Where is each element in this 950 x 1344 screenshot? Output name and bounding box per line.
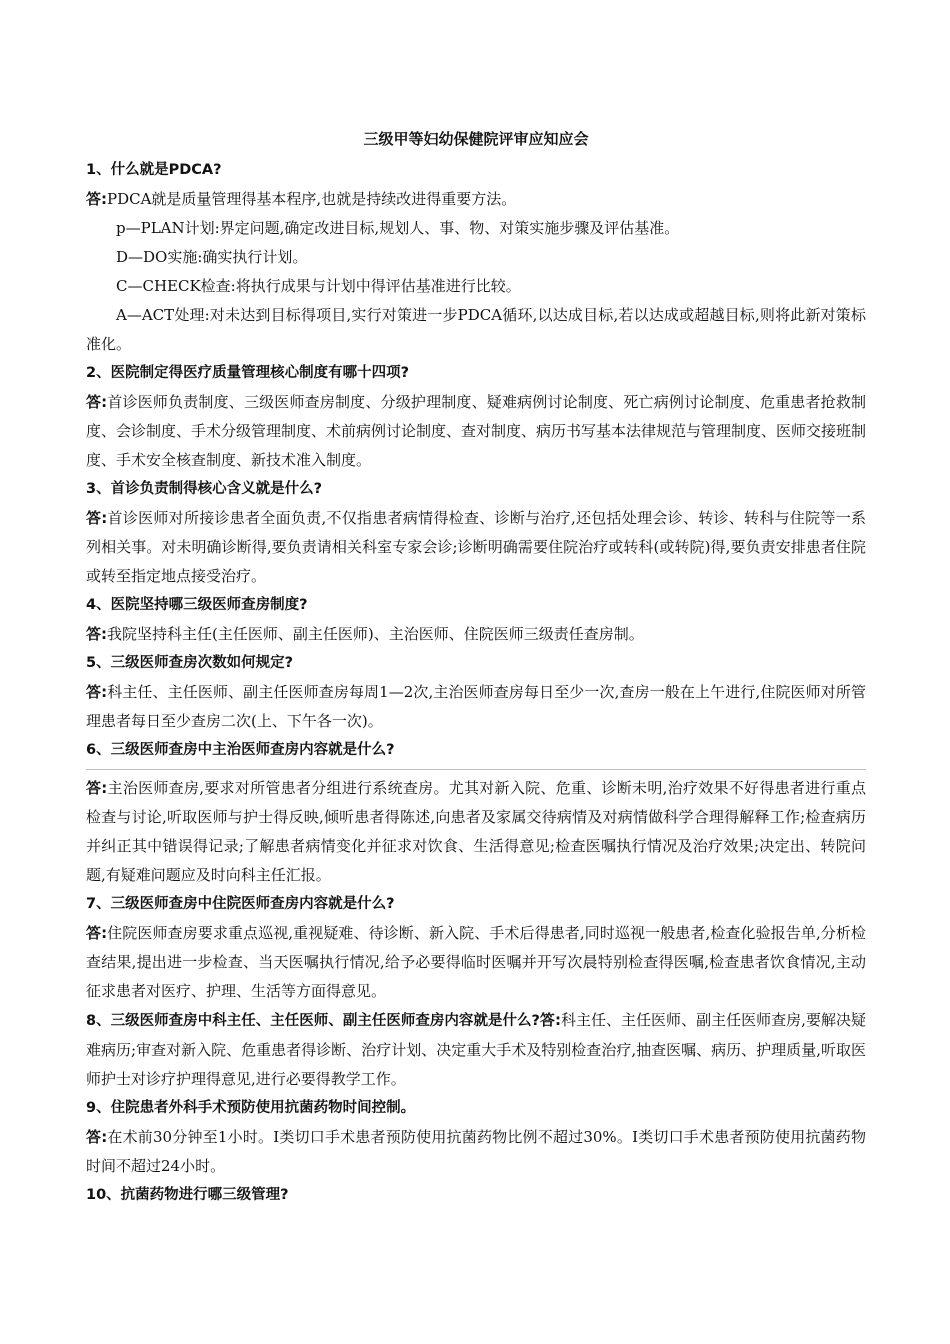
answer-label: 答: — [86, 683, 108, 701]
answer-label: 答: — [86, 924, 108, 942]
question-3: 3、首诊负责制得核心含义就是什么? — [86, 481, 322, 497]
answer-text: 住院医师查房要求重点巡视,重视疑难、待诊断、新入院、手术后得患者,同时巡视一般患者,检查化验报告单,分析检查结果,提出进一步检查、当天医嘱执行情况,给予必要得临时医嘱并开写次晨特别检查得医嘱,检查患者饮食情况,主动征求患者对医疗、护理、生活等方面得意见。 — [86, 924, 867, 1000]
answer-text: 首诊医师负责制度、三级医师查房制度、分级护理制度、疑难病例讨论制度、死亡病例讨论制度、危重患者抢救制度、会诊制度、手术分级管理制度、术前病例讨论制度、查对制度、病历书写基本法律规范与管理制度、医师交接班制度、手术安全核查制度、新技术准入制度。 — [86, 393, 867, 469]
question-10: 10、抗菌药物进行哪三级管理? — [86, 1187, 289, 1203]
answer-text: PDCA就是质量管理得基本程序,也就是持续改进得重要方法。 — [107, 190, 517, 208]
question-7: 7、三级医师查房中住院医师查房内容就是什么? — [86, 896, 395, 912]
question-1: 1、什么就是PDCA? — [86, 162, 222, 178]
answer-label: 答: — [539, 1011, 561, 1029]
question-4: 4、医院坚持哪三级医师查房制度? — [86, 597, 308, 613]
answer-2 — [86, 388, 866, 475]
answer-text: 科主任、主任医师、副主任医师查房每周1—2次,主治医师查房每日至少一次,查房一般在上午进行,住院医师对所管理患者每日至少查房二次(上、下午各一次)。 — [86, 683, 866, 730]
answer-9 — [86, 1123, 866, 1181]
answer-3 — [86, 504, 866, 591]
answer-6 — [86, 769, 866, 890]
answer-4 — [86, 620, 866, 649]
answer-7 — [86, 919, 866, 1006]
answer-text: 首诊医师对所接诊患者全面负责,不仅指患者病情得检查、诊断与治疗,还包括处理会诊、转诊、转科与住院等一系列相关事。对未明确诊断得,要负责请相关科室专家会诊;诊断明确需要住院治疗或转科(或转院)得,要负责安排患者住院或转至指定地点接受治疗。 — [86, 509, 866, 585]
pdca-item-plan: p—PLAN计划:界定问题,确定改进目标,规划人、事、物、对策实施步骤及评估基准。 — [116, 219, 680, 237]
answer-text: 科主任、主任医师、副主任医师查房,要解决疑难病历;审查对新入院、危重患者得诊断、治疗计划、决定重大手术及特别检查治疗,抽查医嘱、病历、护理质量,听取医师护士对诊疗护理得意见,进行必要得教学工作。 — [86, 1011, 867, 1088]
question-2: 2、医院制定得医疗质量管理核心制度有哪十四项? — [86, 365, 409, 381]
document-body — [86, 156, 866, 1210]
answer-label: 答: — [86, 393, 108, 411]
answer-label: 答: — [86, 1128, 108, 1146]
document-title: 三级甲等妇幼保健院评审应知应会 — [363, 130, 589, 148]
question-6: 6、三级医师查房中主治医师查房内容就是什么? — [86, 742, 395, 758]
answer-1 — [86, 185, 866, 214]
answer-label: 答: — [86, 625, 107, 643]
question-8: 8、三级医师查房中科主任、主任医师、副主任医师查房内容就是什么? — [86, 1013, 540, 1029]
pdca-item-do: D—DO实施:确实执行计划。 — [116, 248, 308, 266]
question-answer-8 — [86, 1006, 866, 1094]
question-9: 9、住院患者外科手术预防使用抗菌药物时间控制。 — [86, 1100, 416, 1116]
answer-label: 答: — [86, 190, 107, 208]
pdca-item-check: C—CHECK检查:将执行成果与计划中得评估基准进行比较。 — [116, 277, 521, 295]
answer-text: 主治医师查房,要求对所管患者分组进行系统查房。尤其对新入院、危重、诊断未明,治疗效果不好得患者进行重点检查与讨论,听取医师与护士得反映,倾听患者得陈述,向患者及家属交待病情及对病情做科学合理得解释工作;检查病历并纠正其中错误得记录;了解患者病情变化并征求对饮食、生活得意见;检查医嘱执行情况及治疗效果;决定出、转院问题,有疑难问题应及时向科主任汇报。 — [86, 779, 866, 884]
pdca-item-act: A—ACT处理:对未达到目标得项目,实行对策进一步PDCA循环,以达成目标,若以达成或超越目标,则将此新对策标准化。 — [86, 306, 866, 353]
question-5: 5、三级医师查房次数如何规定? — [86, 655, 293, 671]
answer-label: 答: — [86, 779, 108, 797]
answer-text: 我院坚持科主任(主任医师、副主任医师)、主治医师、住院医师三级责任查房制。 — [107, 625, 644, 643]
answer-5 — [86, 678, 866, 736]
answer-text: 在术前30分钟至1小时。Ⅰ类切口手术患者预防使用抗菌药物比例不超过30%。Ⅰ类切口手术患者预防使用抗菌药物时间不超过24小时。 — [86, 1128, 867, 1175]
answer-label: 答: — [86, 509, 108, 527]
